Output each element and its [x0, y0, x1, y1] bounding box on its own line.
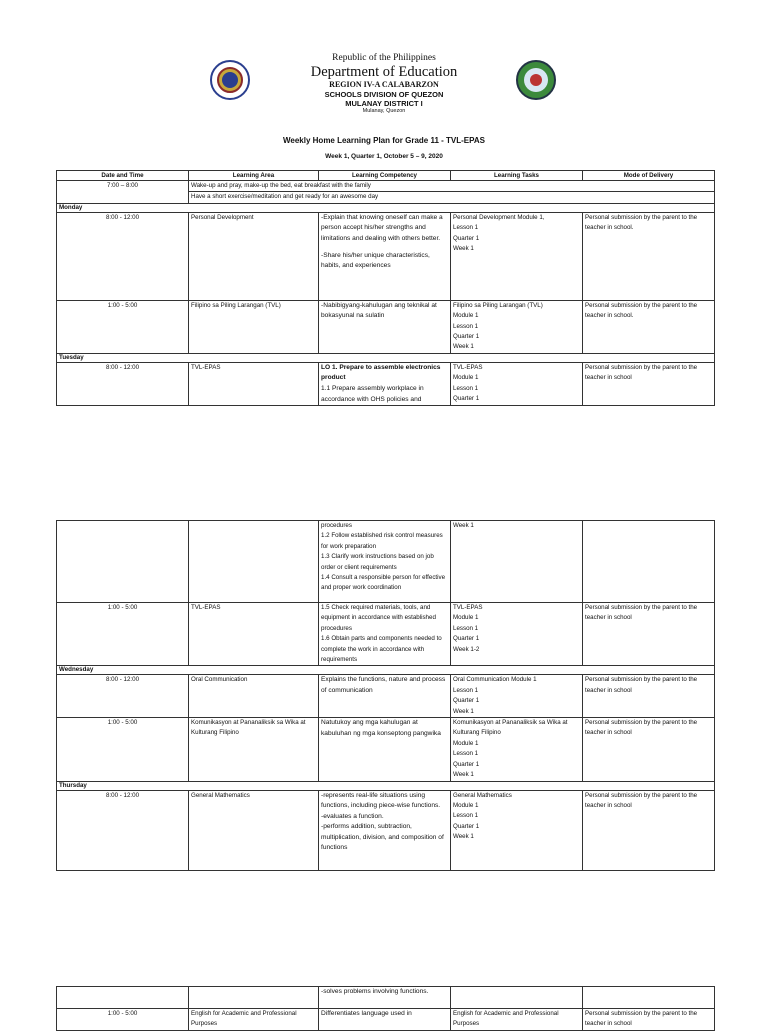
day-label: Tuesday: [57, 353, 715, 362]
location-line: Mulanay, Quezon: [362, 108, 406, 114]
table-row: [57, 790, 715, 870]
day-row: [57, 353, 715, 362]
plan-title: Weekly Home Learning Plan for Grade 11 - TVL-EPAS: [283, 136, 485, 145]
mode-cell: Personal submission by the parent to the teacher in school.: [583, 300, 715, 353]
mode-cell: Personal submission by the parent to the teacher in school: [583, 718, 715, 781]
tasks-cell: Week 1: [451, 521, 583, 603]
mode-cell: [583, 521, 715, 603]
time-cell: 8:00 - 12:00: [57, 362, 189, 405]
tasks-cell: [451, 212, 583, 300]
time-cell: 1:00 - 5:00: [57, 300, 189, 353]
region-line: REGION IV-A CALABARZON: [329, 80, 439, 89]
tasks-cell: [451, 790, 583, 870]
republic-line: Republic of the Philippines: [332, 53, 436, 63]
competency-cell: [319, 212, 451, 300]
competency-text: 1.1 Prepare assembly workplace in accordance with OHS policies and: [321, 385, 424, 403]
competency-text: 1.6 Obtain parts and components needed to complete the work in accordance with requirements: [321, 635, 442, 664]
area-cell: General Mathematics: [189, 790, 319, 870]
task-line: General Mathematics: [453, 791, 512, 799]
task-line: Komunikasyon at Pananaliksik sa Wika at Kulturang Filipino: [453, 719, 568, 737]
department-line: Department of Education: [310, 64, 458, 80]
area-cell: English for Academic and Professional Purposes: [189, 1009, 319, 1031]
column-header: Learning Area: [189, 171, 319, 181]
table-row: [57, 1009, 715, 1031]
mode-cell: Personal submission by the parent to the teacher in school: [583, 603, 715, 666]
plan-table-1: [56, 170, 715, 406]
time-cell: [57, 987, 189, 1009]
area-cell: [189, 987, 319, 1009]
tasks-cell: [451, 675, 583, 718]
competency-cell: [319, 603, 451, 666]
task-line: TVL-EPAS: [453, 604, 483, 611]
competency-cell: [319, 521, 451, 603]
column-header: Date and Time: [57, 171, 189, 181]
day-label: Monday: [57, 203, 715, 212]
competency-text: -performs addition, subtraction, multiplication, division, and composition of functions: [321, 823, 444, 852]
plan-table-3: [56, 986, 715, 1031]
competency-heading: LO 1. Prepare to assemble electronics product: [321, 363, 441, 382]
routine-cell: Wake-up and pray, make-up the bed, eat breakfast with the family: [189, 181, 715, 192]
area-cell: [189, 521, 319, 603]
competency-cell: Differentiates language used in: [319, 1009, 451, 1031]
task-line: Oral Communication Module 1: [453, 676, 537, 684]
task-line: Quarter 1: [453, 234, 480, 242]
district-line: MULANAY DISTRICT I: [345, 99, 423, 108]
competency-cell: [319, 790, 451, 870]
task-line: Module 1: [453, 312, 479, 320]
mode-cell: Personal submission by the parent to the teacher in school.: [583, 212, 715, 300]
table-row: [57, 521, 715, 603]
task-line: Module 1: [453, 801, 479, 809]
task-line: Quarter 1: [453, 760, 480, 768]
competency-cell: -Nabibigyang-kahulugan ang teknikal at bokasyunal na sulatin: [319, 300, 451, 353]
competency-text: procedures: [321, 522, 352, 529]
table-row: [57, 181, 715, 192]
task-line: Quarter 1: [453, 395, 480, 403]
time-cell: 8:00 - 12:00: [57, 675, 189, 718]
time-cell: 1:00 - 5:00: [57, 718, 189, 781]
tasks-cell: [451, 362, 583, 405]
competency-text: 1.2 Follow established risk control measures for work preparation: [321, 532, 443, 550]
competency-text: 1.4 Consult a responsible person for effective and proper work coordination: [321, 574, 446, 592]
table-row: [57, 300, 715, 353]
task-line: Lesson 1: [453, 224, 479, 232]
task-line: Module 1: [453, 739, 479, 747]
mode-cell: [583, 987, 715, 1009]
task-line: Lesson 1: [453, 384, 479, 392]
time-cell: 8:00 - 12:00: [57, 212, 189, 300]
time-cell: 1:00 - 5:00: [57, 603, 189, 666]
day-label: Thursday: [57, 781, 715, 790]
table-row: [57, 603, 715, 666]
competency-cell: -solves problems involving functions.: [319, 987, 451, 1009]
task-line: Lesson 1: [453, 686, 479, 694]
plan-table-2: [56, 520, 715, 871]
task-line: Personal Development Module 1,: [453, 213, 545, 221]
table-row: [57, 212, 715, 300]
column-header: Mode of Delivery: [583, 171, 715, 181]
task-line: Quarter 1: [453, 635, 480, 643]
day-row: [57, 666, 715, 675]
task-line: Module 1: [453, 614, 479, 622]
plan-subtitle: Week 1, Quarter 1, October 5 – 9, 2020: [325, 153, 443, 160]
table-header-row: [57, 171, 715, 181]
time-cell: 7:00 – 8:00: [57, 181, 189, 204]
competency-text: -Share his/her unique characteristics, habits, and experiences: [321, 251, 430, 270]
competency-text: -Explain that knowing oneself can make a person accept his/her strengths and limitations and dealing with others better.: [321, 213, 443, 242]
time-cell: 8:00 - 12:00: [57, 790, 189, 870]
task-line: Lesson 1: [453, 812, 479, 820]
task-line: Filipino sa Piling Larangan (TVL): [453, 301, 543, 309]
time-cell: 1:00 - 5:00: [57, 1009, 189, 1031]
column-header: Learning Tasks: [451, 171, 583, 181]
tasks-cell: English for Academic and Professional Purposes: [451, 1009, 583, 1031]
task-line: Quarter 1: [453, 333, 480, 341]
competency-text: -evaluates a function.: [321, 812, 384, 820]
area-cell: Komunikasyon at Pananaliksik sa Wika at Kulturang Filipino: [189, 718, 319, 781]
page-1: [0, 0, 768, 510]
day-row: [57, 781, 715, 790]
task-line: Week 1: [453, 707, 474, 715]
mode-cell: Personal submission by the parent to the teacher in school: [583, 1009, 715, 1031]
mode-cell: Personal submission by the parent to the teacher in school: [583, 790, 715, 870]
letterhead: [0, 52, 768, 115]
task-line: Week 1: [453, 771, 474, 779]
division-line: SCHOOLS DIVISION OF QUEZON: [324, 90, 444, 99]
tasks-cell: [451, 603, 583, 666]
day-row: [57, 203, 715, 212]
page-3: [0, 980, 768, 1028]
area-cell: TVL-EPAS: [189, 603, 319, 666]
routine-cell: Have a short exercise/meditation and get ready for an awesome day: [189, 192, 715, 203]
task-line: Week 1-2: [453, 645, 480, 653]
task-line: TVL-EPAS: [453, 363, 483, 371]
time-cell: [57, 521, 189, 603]
task-line: Lesson 1: [453, 322, 479, 330]
task-line: Week 1: [453, 245, 474, 253]
mode-cell: Personal submission by the parent to the teacher in school: [583, 362, 715, 405]
task-line: Week 1: [453, 833, 474, 841]
task-line: Lesson 1: [453, 750, 479, 758]
area-cell: Filipino sa Piling Larangan (TVL): [189, 300, 319, 353]
competency-cell: [319, 362, 451, 405]
table-row: [57, 362, 715, 405]
tasks-cell: [451, 987, 583, 1009]
task-line: Quarter 1: [453, 822, 480, 830]
area-cell: TVL-EPAS: [189, 362, 319, 405]
day-label: Wednesday: [57, 666, 715, 675]
competency-cell: Explains the functions, nature and process of communication: [319, 675, 451, 718]
competency-text: 1.5 Check required materials, tools, and equipment in accordance with established procedures: [321, 604, 436, 632]
page-2: [0, 510, 768, 980]
task-line: Quarter 1: [453, 697, 480, 705]
task-line: Module 1: [453, 374, 479, 382]
area-cell: Personal Development: [189, 212, 319, 300]
column-header: Learning Competency: [319, 171, 451, 181]
tasks-cell: [451, 718, 583, 781]
mode-cell: Personal submission by the parent to the teacher in school: [583, 675, 715, 718]
task-line: Week 1: [453, 343, 474, 351]
table-row: [57, 675, 715, 718]
competency-cell: Natutukoy ang mga kahulugan at kabuluhan ng mga konseptong pangwika: [319, 718, 451, 781]
competency-text: 1.3 Clarify work instructions based on job order or client requirements: [321, 553, 434, 571]
table-row: [57, 987, 715, 1009]
task-line: Lesson 1: [453, 624, 479, 632]
table-row: [57, 718, 715, 781]
tasks-cell: [451, 300, 583, 353]
area-cell: Oral Communication: [189, 675, 319, 718]
competency-text: -represents real-life situations using functions, including piece-wise functions.: [321, 791, 441, 810]
